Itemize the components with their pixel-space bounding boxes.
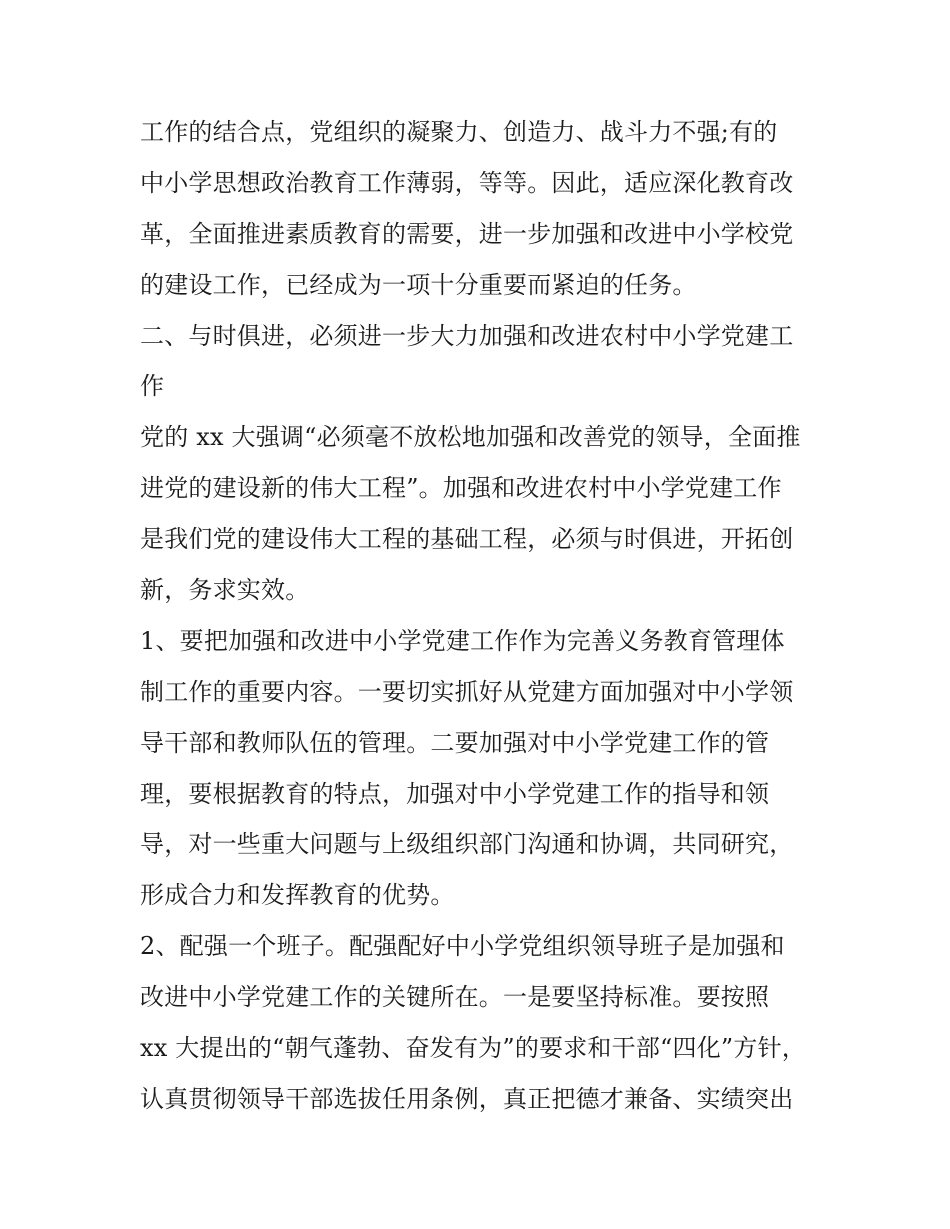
text-line: 认真贯彻领导干部选拔任用条例，真正把德才兼备、实绩突出 [140, 1084, 794, 1113]
text-line: 1、要把加强和改进中小学党建工作作为完善义务教育管理体 [140, 626, 785, 655]
text-line: 工作的结合点，党组织的凝聚力、创造力、战斗力不强;有的 [140, 118, 778, 146]
section-heading-line: 二、与时俱进，必须进一步大力加强和改进农村中小学党建工 [140, 321, 794, 350]
text-line: xx 大提出的“朝气蓬勃、奋发有为”的要求和干部“四化”方针， [140, 1034, 806, 1063]
text-line: 党的 xx 大强调“必须毫不放松地加强和改善党的领导，全面推 [140, 423, 801, 452]
text-line: 2、配强一个班子。配强配好中小学党组织领导班子是加强和 [140, 932, 785, 961]
text-line: 中小学思想政治教育工作薄弱，等等。因此，适应深化教育改 [140, 168, 794, 197]
document-body [140, 107, 820, 1125]
section-heading-line: 作 [140, 372, 165, 401]
text-line: 新，务求实效。 [140, 576, 310, 605]
text-line: 理，要根据教育的特点，加强对中小学党建工作的指导和领 [140, 779, 770, 808]
text-line: 制工作的重要内容。一要切实抓好从党建方面加强对中小学领 [140, 677, 794, 706]
text-line: 改进中小学党建工作的关键所在。一是要坚持标准。要按照 [140, 983, 770, 1012]
text-line: 形成合力和发挥教育的优势。 [140, 881, 455, 910]
text-line: 是我们党的建设伟大工程的基础工程，必须与时俱进，开拓创 [140, 525, 794, 554]
text-line: 进党的建设新的伟大工程”。加强和改进农村中小学党建工作 [140, 474, 782, 503]
text-line: 导干部和教师队伍的管理。二要加强对中小学党建工作的管 [140, 728, 770, 757]
text-line: 导，对一些重大问题与上级组织部门沟通和协调，共同研究， [140, 830, 794, 859]
text-line: 的建设工作，已经成为一项十分重要而紧迫的任务。 [140, 270, 697, 299]
text-line: 革，全面推进素质教育的需要，进一步加强和改进中小学校党 [140, 219, 794, 248]
